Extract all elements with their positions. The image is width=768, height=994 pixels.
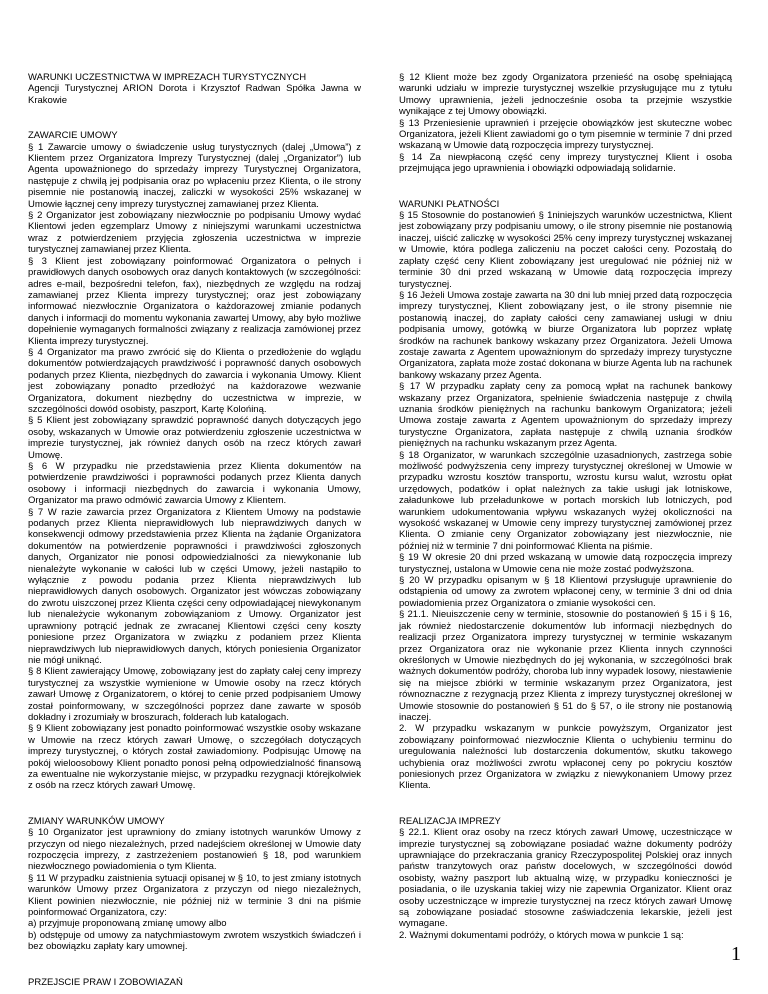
paragraph: § 2 Organizator jest zobowiązany niezwłocznie po podpisaniu Umowy wydać Klientowi jeden egzemplarz Umowy z niniejszymi warunkami uczestnictwa wraz z potwierdzeniem przyjęcia zgłoszenia uczestnictwa w imprezie turystycznej zamawianej przez Klienta.	[28, 210, 361, 256]
paragraph: § 16 Jeżeli Umowa zostaje zawarta na 30 dni lub mniej przed datą rozpoczęcia imprezy turystycznej, Klient zobowiązany jest, o ile strony pisemnie nie postanowią inaczej, do zapłaty całości ceny zamawianej usługi w dniu podpisania umowy, gotówką w biurze Organizatora lub poprzez wpłatę środków na rachunek bankowy wskazany przez Organizatora. Jeżeli Umowa zostaje zawarta z Agentem upoważnionym do sprzedaży imprezy turystyczne Organizatora, zapłata może zostać dokonana w biurze Agenta lub na rachunek bankowy wskazany przez Agenta.	[399, 289, 732, 381]
paragraph: § 6 W przypadku nie przedstawienia przez Klienta dokumentów na potwierdzenie prawdziwości i poprawności podanych przez Klienta danych osobowy i informacji niezbędnych do zawarcia i wykonania Umowy, Organizator ma prawo odmówić zawarcia Umowy z Klientem.	[28, 461, 361, 507]
paragraph: § 9 Klient zobowiązany jest ponadto poinformować wszystkie osoby wskazane w Umowie na rzecz których zawarł Umowę, o szczegółach dotyczących imprezy turystycznej, o których został zawiadomiony. Podpisując Umowę na pokój wieloosobowy Klient ponadto ponosi pełną odpowiedzialność finansową za ewentualne nie wykorzystanie miejsc, w przypadku rezygnacji którejkolwiek z osób na rzecz których zawarł Umowę.	[28, 723, 361, 792]
paragraph: § 5 Klient jest zobowiązany sprawdzić poprawność danych dotyczących jego osoby, wskazanych w Umowie oraz potwierdzeniu zgłoszenie uczestnictwa w imprezie turystycznej, jak również danych osób na rzecz których zawarł Umowę.	[28, 415, 361, 461]
paragraph: a) przyjmuje proponowaną zmianę umowy albo	[28, 918, 227, 930]
paragraph: § 8 Klient zawierający Umowę, zobowiązany jest do zapłaty całej ceny imprezy turystycznej za wszystkie wymienione w Umowie osoby na rzecz których zawarł Umowę z Organizatorem, o której to cenie przed podpisaniem Umowy został poinformowany, w szczególności poprzez dane zawarte w sposób dokładny i zrozumiały w broszurach, folderach lub katalogach.	[28, 666, 361, 723]
left-column	[28, 72, 361, 988]
right-column	[399, 72, 732, 941]
document-subtitle: Agencji Turystycznej ARION Dorota i Krzysztof Radwan Spółka Jawna w Krakowie	[28, 83, 361, 106]
paragraph: 2. Ważnymi dokumentami podróży, o których mowa w punkcie 1 są:	[399, 929, 684, 941]
paragraph: § 13 Przeniesienie uprawnień i przejęcie obowiązków jest skuteczne wobec Organizatora, jeżeli Klient zawiadomi go o tym pisemnie w terminie 7 dni przed wskazaną w Umowie datą rozpoczęcia imprezy turystycznej.	[399, 117, 732, 152]
paragraph: § 17 W przypadku zapłaty ceny za pomocą wpłat na rachunek bankowy wskazany przez Organizatora, spełnienie świadczenia następuje z chwilą uznania środków pieniężnych na rachunku bankowym Organizatora; jeżeli Umowa zostaje zawarta z Agentem upoważnionym do sprzedaży imprezy turystyczne Organizatora, zapłata następuje z chwilą uznania środków pieniężnych na rachunku wskazanym przez Agenta.	[399, 381, 732, 450]
section-heading-realizacja-imprezy: REALIZACJA IMPREZY	[399, 815, 501, 827]
paragraph: 2. W przypadku wskazanym w punkcie powyższym, Organizator jest zobowiązany poinformować niezwłocznie Klienta o uchybieniu terminu do uregulowania należności lub dostarczenia dokumentów, skutku takowego uchybienia oraz możliwości zwrotu wpłaconej ceny po pokryciu kosztów poniesionych przez Organizatora w związku z niewykonaniem Umowy przez Klienta.	[399, 723, 732, 792]
section-heading-zmiany-warunkow: ZMIANY WARUNKÓW UMOWY	[28, 815, 165, 827]
document-title: WARUNKI UCZESTNICTWA W IMPREZACH TURYSTYCZNYCH	[28, 72, 307, 83]
paragraph: § 19 W okresie 20 dni przed wskazaną w umowie datą rozpoczęcia imprezy turystycznej, ustalona w Umowie cena nie może zostać podwyższona.	[399, 552, 732, 575]
paragraph: § 14 Za niewpłaconą część ceny imprezy turystycznej Klient i osoba przejmująca jego uprawnienia i obowiązki odpowiadają solidarnie.	[399, 151, 732, 175]
section-heading-zawarcie-umowy: ZAWARCIE UMOWY	[28, 130, 118, 142]
paragraph: § 12 Klient może bez zgody Organizatora przenieść na osobę spełniającą warunki udziału w imprezie turystycznej wszelkie przysługujące mu z tytułu Umowy uprawnienia, jeżeli jednocześnie osoba ta przejmie wszystkie wynikające z tej Umowy obowiązki.	[399, 72, 732, 118]
paragraph: § 3 Klient jest zobowiązany poinformować Organizatora o pełnych i prawidłowych danych osobowych oraz danych kontaktowych (w szczególności: adres e-mail, bezpośredni telefon, fax), niezbędnych ze względu na rodzaj zamawianej przez Klienta imprezy turystycznej; oraz jest zobowiązany informować niezwłocznie Organizatora o każdorazowej zmianie podanych danych i informacji do momentu wykonania zawartej Umowy, aby było możliwe dopełnienie wymaganych formalności związany z realizacja zamówionej przez Klienta imprezy turystycznej.	[28, 255, 361, 347]
paragraph: § 20 W przypadku opisanym w § 18 Klientowi przysługuje uprawnienie do odstąpienia od umowy za zwrotem wpłaconej ceny, w terminie 3 dni od dnia powiadomienia przez Organizatora o zmianie wysokości cen.	[399, 575, 732, 609]
paragraph: § 10 Organizator jest uprawniony do zmiany istotnych warunków Umowy z przyczyn od niego niezależnych, przed nadejściem określonej w Umowie daty rozpoczęcia imprezy, z zastrzeżeniem postanowień § 18, pod warunkiem niezwłocznego powiadomienia o tym Klienta.	[28, 827, 361, 873]
paragraph: b) odstępuje od umowy za natychmiastowym zwrotem wszystkich świadczeń i bez obowiązku zapłaty kary umownej.	[28, 929, 361, 953]
section-heading-warunki-platnosci: WARUNKI PŁATNOŚCI	[399, 198, 500, 210]
paragraph: § 4 Organizator ma prawo zwrócić się do Klienta o przedłożenie do wglądu dokumentów potwierdzających prawdziwość i poprawność danych osobowych podanych przez Klienta, niezbędnych do zawarcia i wykonania Umowy. Klient jest zobowiązany ponadto przedłożyć na każdorazowe wezwanie Organizatora, dokument niezbędny do uczestnictwa w imprezie, w szczególności dowód osobisty, paszport, Kartę Kolońiną.	[28, 346, 361, 415]
paragraph: § 11 W przypadku zaistnienia sytuacji opisanej w § 10, to jest zmiany istotnych warunków Umowy przez Organizatora z przyczyn od niego niezależnych, Klient powinien niezwłocznie, nie później niż w terminie 3 dni na piśmie poinformować Organizatora, czy:	[28, 872, 361, 919]
paragraph: § 7 W razie zawarcia przez Organizatora z Klientem Umowy na podstawie podanych przez Klienta nieprawidłowych lub nieprawdziwych danych w konsekwencji odmowy przedstawienia przez Klienta na żądanie Organizatora dokumentów na potwierdzenie poprawności i prawdziwości zgłoszonych danych, Organizator nie ponosi odpowiedzialności za niewykonanie lub nienależyte wykonanie w całości lub w części Umowy, jeżeli nastąpiło to wyłącznie z powodu podania przez Klienta nieprawdziwych lub nieprawidłowych danych osobowych. Organizator jest wówczas zobowiązany do zwrotu uiszczonej przez Klienta części ceny odpowiadającej niewykonanym lub nienależycie wykonanym zobowiązaniom z Umowy. Organizator jest uprawniony potrącić jednak ze zwracanej Klientowi części ceny koszty poniesione przez Organizatora w związku z podaniem przez Klienta nieprawdziwych lub nieprawidłowych danych, których poniesienia Organizator nie mógł uniknąć.	[28, 506, 361, 666]
paragraph: § 1 Zawarcie umowy o świadczenie usług turystycznych (dalej „Umowa”) z Klientem przez Organizatora Imprezy Turystycznej (dalej „Organizator”) lub Agenta upoważnionego do sprzedaży imprezy Turystycznej Organizatora, następuje z chwilą jej podpisania oraz po wpłaceniu przez Klienta, o ile strony pisemnie nie postanowią inaczej, zaliczki w wysokości 25% wskazanej w Umowie łącznej ceny imprezy turystycznej zamawianej przez Klienta.	[28, 141, 361, 210]
paragraph: § 15 Stosownie do postanowień § 1niniejszych warunków uczestnictwa, Klient jest zobowiązany przy podpisaniu umowy, o ile strony pisemnie nie postanowią inaczej, uiścić zaliczkę w wysokości 25% ceny imprezy turystycznej wskazanej w Umowie, która podlega zaliczeniu na poczet całości ceny. Pozostałą do zapłaty część ceny Klient zobowiązany jest uregulować nie później niż w terminie 30 dni przed wskazaną w Umowie datą rozpoczęcia imprezy turystycznej.	[399, 210, 732, 290]
page-number: 1	[731, 943, 741, 965]
section-heading-przejscie-praw: PRZEJSCIE PRAW I ZOBOWIAZAŃ	[28, 976, 183, 988]
paragraph: § 18 Organizator, w warunkach szczególnie uzasadnionych, zastrzega sobie możliwość podwyższenia ceny imprezy turystycznej określonej w Umowie w przypadku wzrostu kosztów transportu, wzrostu kursu walut, wzrostu opłat urzędowych, podatków i opłat należnych za takie usługi jak lotniskowe, załadunkowe lub przeładunkowe w portach morskich lub lotniczych, pod warunkiem udokumentowania wpływu wskazanych wyżej okoliczności na wysokość wskazanej w Umowie ceny imprezy turystycznej zamówionej przez Klienta. O zmianie ceny Organizator zobowiązany jest niezwłocznie, nie później niż w terminie 7 dni poinformować Klienta na piśmie.	[399, 449, 732, 552]
paragraph: § 21.1. Nieuiszczenie ceny w terminie, stosownie do postanowień § 15 i § 16, jak również niedostarczenie dokumentów lub informacji niezbędnych do realizacji przez Organizatora imprezy turystycznej w terminie wskazanym przez Organizatora oraz nie wykonanie przez Klienta innych czynności określonych w Umowie niezbędnych do jej wykonania, w szczególności brak ważnych dokumentów podróży, choroba lub inny wypadek losowy, niestawienie się na miejsce zbiórki w terminie wskazanym przez Organizatora, jest równoznaczne z rezygnacją przez Klienta z imprezy turystycznej określonej w Umowie stosownie do postanowień § 51 do § 57, o ile strony nie postanowią inaczej.	[399, 609, 732, 723]
paragraph: § 22.1. Klient oraz osoby na rzecz których zawarł Umowę, uczestniczące w imprezie turystycznej są zobowiązane posiadać ważne dokumenty podróży uprawniające do przekraczania granicy Rzeczypospolitej Polskiej oraz innych państw tranzytowych oraz państw docelowych, w szczególności dowód osobisty, ważny paszport lub aktualną wizę, w przypadku konieczności je posiadania, o ile uzyskania takiej wizy nie zapewnia Organizator. Klient oraz osoby uczestniczące w imprezie turystycznej na rzecz których zawarł Umowę są zobowiązane posiadać stosowne zaświadczenia lekarskie, jeżeli jest wymagane.	[399, 827, 732, 930]
